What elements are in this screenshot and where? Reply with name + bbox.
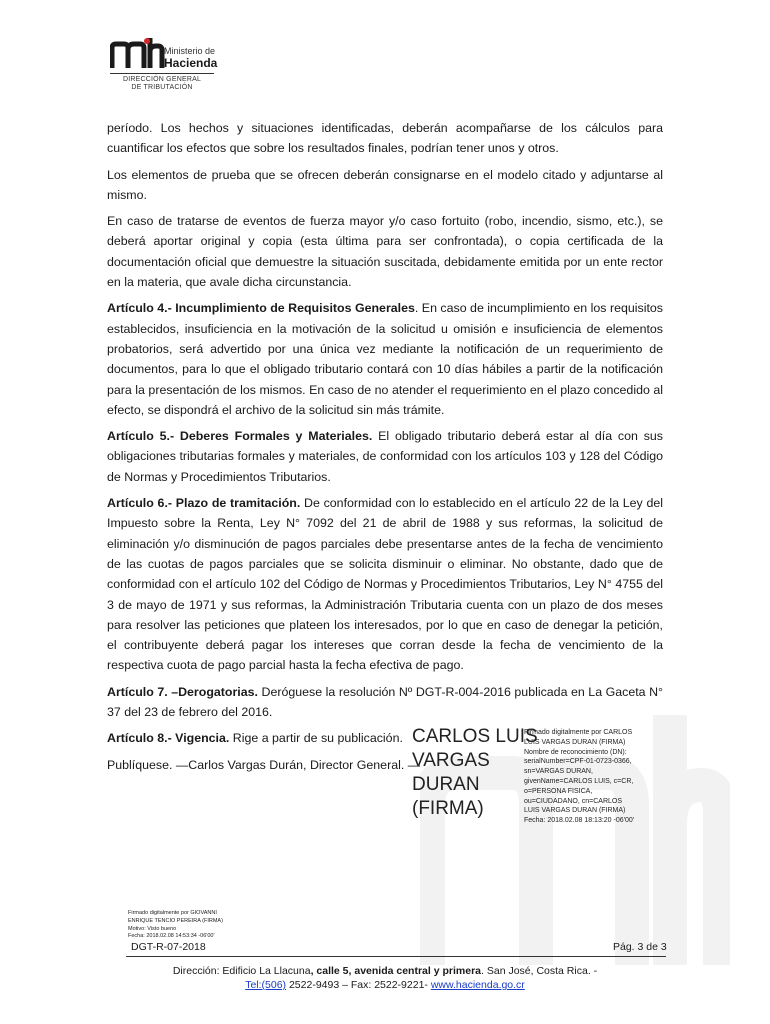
article-5-text: El obligado tributario deberá estar al día con sus obligaciones tributarias formales y materiales, de conformidad con los artículos 103 y 128 del Código de Normas y Procedimientos Tributarios. (107, 429, 663, 484)
document-body (107, 118, 663, 781)
logo-subtitle-line1: DIRECCIÓN GENERAL (122, 76, 202, 83)
logo-divider (110, 73, 214, 74)
phone-link[interactable]: Tel:(506) (245, 979, 287, 991)
footer-divider (126, 956, 666, 957)
article-7 (107, 682, 663, 723)
address-prefix: Dirección: Edificio La Llacuna (172, 965, 311, 977)
paragraph-evidence: Los elementos de prueba que se ofrecen deberán consignarse en el modelo citado y adjuntarse al mismo. (107, 167, 663, 202)
article-7-title: Artículo 7. –Derogatorias. (107, 684, 258, 699)
article-8-title: Artículo 8.- Vigencia. (107, 731, 230, 746)
secondary-signature-line: Motivo: Visto bueno (128, 925, 177, 932)
footer-address (0, 965, 770, 977)
signature-name (412, 725, 538, 821)
signature-detail-line: LUIS VARGAS DURAN (FIRMA) (524, 738, 626, 746)
secondary-signature-line: Fecha: 2018.02.08 14:53:34 -06'00' (128, 933, 215, 940)
ministry-logo (110, 36, 220, 96)
article-6 (107, 493, 663, 676)
signature-name-line: DURAN (412, 774, 480, 795)
secondary-signature-line: ENRIQUE TENCIO PEREIRA (FIRMA) (128, 917, 223, 924)
signature-detail-line: sn=VARGAS DURAN, (524, 768, 593, 776)
signature-detail-line: Nombre de reconocimiento (DN): (524, 748, 627, 756)
article-6-title: Artículo 6.- Plazo de tramitación. (107, 496, 301, 511)
signature-details (524, 728, 644, 826)
website-link[interactable]: www.hacienda.go.cr (430, 979, 525, 991)
address-suffix: . San José, Costa Rica. - (481, 965, 598, 977)
phone-fax-text: 2522-9493 – Fax: 2522-9221- (286, 979, 431, 991)
signature-name-line: CARLOS LUIS (412, 726, 538, 747)
article-4-title: Artículo 4.- Incumplimiento de Requisitos Generales (107, 301, 415, 316)
article-8-text: Rige a partir de su publicación. (229, 731, 403, 746)
document-code: DGT-R-07-2018 (131, 941, 206, 953)
article-7-text: Deróguese la resolución Nº DGT-R-004-2016 publicada en La Gaceta N° 37 del 23 de febrero del 2016. (107, 684, 664, 720)
signature-detail-line: Fecha: 2018.02.08 18:13:20 -06'00' (524, 817, 635, 825)
signature-detail-line: givenName=CARLOS LUIS, c=CR, (524, 777, 634, 785)
secondary-signature-line: Firmado digitalmente por GIOVANNI (128, 910, 217, 916)
signature-detail-line: o=PERSONA FISICA, (524, 787, 593, 795)
closing-line: Publíquese. —Carlos Vargas Durán, Director General. — (107, 757, 421, 772)
article-6-text: De conformidad con lo establecido en el artículo 22 de la Ley del Impuesto sobre la Renta, Ley N° 7092 del 21 de abril de 1988 y sus reformas, la solicitud de eliminación y/o disminución de pagos parciales debe presentarse antes de la fecha de vencimiento de las cuotas de pagos parciales que se solicita disminuir o eliminar. No obstante, dado que de conformidad con el artículo 102 del Código de Normas y Procedimientos Tributarios, Ley N° 4755 del 3 de mayo de 1971 y sus reformas, la Administración Tributaria cuenta con un plazo de dos meses para resolver las peticiones que plateen los interesados, por lo que en caso de denegar la petición, el contribuyente deberá pagar los intereses que corran desde la fecha de vencimiento de la respectiva cuota de pago parcial hasta la fecha efectiva de pago. (107, 496, 663, 673)
address-bold: , calle 5, avenida central y primera (310, 965, 482, 977)
signature-detail-line: ou=CIUDADANO, cn=CARLOS (524, 797, 623, 805)
paragraph-period: período. Los hechos y situaciones identificadas, deberán acompañarse de los cálculos para cuantificar los efectos que sobre los resultados finales, podrían tener unos y otros. (107, 121, 663, 156)
signature-name-line: VARGAS (412, 750, 490, 771)
footer-contact (0, 979, 770, 991)
page-number: Pág. 3 de 3 (613, 941, 667, 953)
mh-logo-icon (110, 36, 170, 72)
article-4-text: . En caso de incumplimiento en los requisitos establecidos, insuficiencia en la motivación de la solicitud u omisión e insuficiencia de elementos probatorios, será advertido por una única vez mediante la notificación de un requerimiento de documentos, para lo que el obligado tributario contará con 10 días hábiles a partir de la notificación para la presentación de los mismos. En caso de no atender el requerimiento en el plazo concedido al efecto, se dispondrá el archivo de la solicitud sin más trámite. (107, 301, 663, 417)
article-5-title: Artículo 5.- Deberes Formales y Materiales. (107, 429, 373, 444)
logo-subtitle-line2: DE TRIBUTACIÓN (131, 84, 193, 91)
logo-ministerio-text: Ministerio de (164, 46, 216, 56)
signature-detail-line: serialNumber=CPF-01-0723-0366, (524, 758, 632, 766)
signature-detail-line: LUIS VARGAS DURAN (FIRMA) (524, 807, 626, 815)
logo-hacienda-text: Hacienda (164, 56, 218, 70)
signature-detail-line: Firmado digitalmente por CARLOS (524, 729, 633, 736)
signature-name-line: (FIRMA) (412, 798, 484, 819)
article-5 (107, 426, 663, 487)
secondary-signature (128, 910, 223, 941)
paragraph-force-majeure: En caso de tratarse de eventos de fuerza mayor y/o caso fortuito (robo, incendio, sismo, etc.), se deberá aportar original y copia (esta última para ser confrontada), o copia certificada de la documentación oficial que demuestre la situación suscitada, debidamente emitida por un ente rector en la materia, que avale dicha circunstancia. (107, 214, 663, 290)
article-4 (107, 298, 663, 420)
